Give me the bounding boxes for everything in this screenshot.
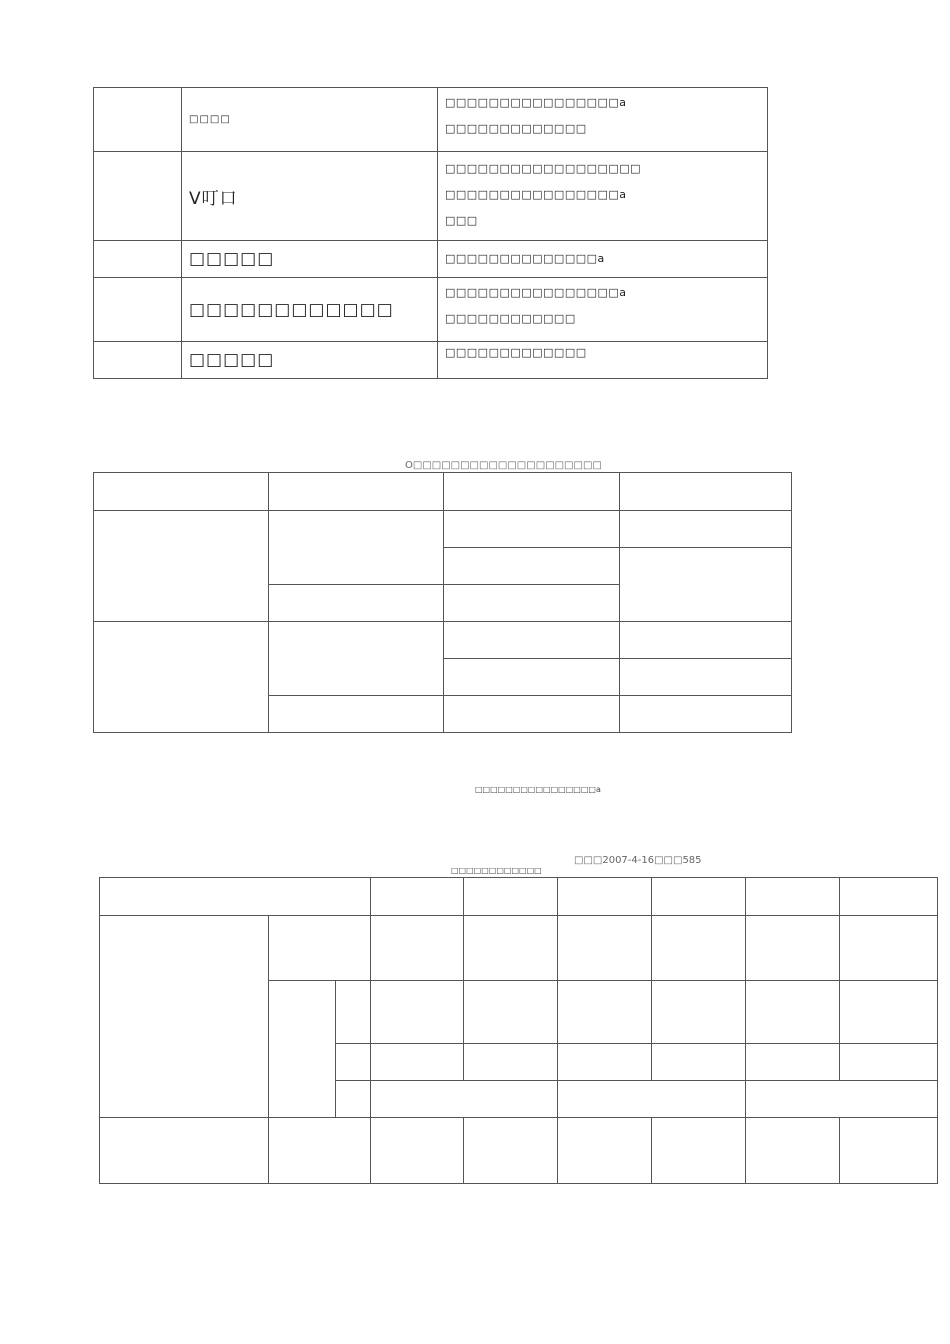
spec-table <box>93 87 768 379</box>
data-cell <box>620 659 792 696</box>
data-cell <box>652 981 746 1044</box>
header-cell <box>94 473 269 511</box>
row-label: □□□□ <box>182 88 438 152</box>
data-cell <box>444 511 620 548</box>
header-cell <box>269 473 444 511</box>
merged-cell <box>371 1081 558 1118</box>
data-cell <box>444 548 620 585</box>
description-line: □□□□□□□□□□□□□□□□a <box>445 286 627 299</box>
row-label: □□□□□ <box>182 342 438 379</box>
subgroup-cell <box>269 511 444 585</box>
data-cell <box>558 916 652 981</box>
note-text: □□□□□□□□□□□□□□□□a <box>475 785 601 794</box>
header-cell <box>558 878 652 916</box>
row-description <box>438 152 768 241</box>
header-cell <box>840 878 938 916</box>
sub-label-cell <box>336 1044 371 1081</box>
description-line: □□□□□□□□□□□□□ <box>445 122 587 135</box>
row-label: V叮口 <box>182 152 438 241</box>
data-cell <box>371 916 464 981</box>
data-cell <box>444 659 620 696</box>
data-cell <box>558 1118 652 1184</box>
description-line: □□□□□□□□□□□□□□□□□□ <box>445 162 642 175</box>
data-cell <box>840 1044 938 1081</box>
row-label: □□□□□□□□□□□□ <box>182 278 438 342</box>
data-cell <box>464 981 558 1044</box>
row-label: □□□□□ <box>182 241 438 278</box>
header-cell <box>746 878 840 916</box>
data-cell <box>371 1118 464 1184</box>
table-row <box>94 342 768 379</box>
data-cell <box>840 1118 938 1184</box>
sub-label-cell <box>336 1081 371 1118</box>
data-cell <box>444 585 620 622</box>
group-cell <box>94 622 269 733</box>
data-cell <box>444 622 620 659</box>
row-index-cell <box>94 241 182 278</box>
data-cell <box>652 1044 746 1081</box>
data-cell <box>840 916 938 981</box>
description-line: □□□ <box>445 214 478 227</box>
table-row <box>94 88 768 152</box>
header-cell <box>464 878 558 916</box>
header-cell <box>371 878 464 916</box>
group-cell <box>100 916 269 1118</box>
group-cell <box>100 1118 269 1184</box>
data-cell <box>746 1044 840 1081</box>
group-cell <box>94 511 269 622</box>
data-cell <box>444 696 620 733</box>
data-cell <box>371 981 464 1044</box>
data-cell <box>620 696 792 733</box>
table-row <box>94 278 768 342</box>
data-cell <box>620 511 792 548</box>
matrix-table <box>99 877 938 1184</box>
row-index-cell <box>94 342 182 379</box>
date-caption: □□□2007-4-16□□□585 <box>574 855 702 866</box>
merged-cell <box>558 1081 746 1118</box>
data-cell <box>652 1118 746 1184</box>
row-description <box>438 241 768 278</box>
data-cell <box>464 1118 558 1184</box>
subgroup-cell <box>269 981 336 1118</box>
data-cell <box>269 585 444 622</box>
table-row <box>94 152 768 241</box>
sub-label-cell <box>336 981 371 1044</box>
row-index-cell <box>94 152 182 241</box>
subgroup-cell <box>269 916 371 981</box>
subgroup-cell <box>269 1118 371 1184</box>
description-line: □□□□□□□□□□□□□ <box>445 346 587 359</box>
grid-table <box>93 472 792 733</box>
subgroup-cell <box>269 622 444 696</box>
row-description <box>438 342 768 379</box>
data-cell <box>558 1044 652 1081</box>
row-index-cell <box>94 88 182 152</box>
data-cell <box>746 981 840 1044</box>
row-description <box>438 88 768 152</box>
data-cell <box>558 981 652 1044</box>
table-row <box>94 511 792 548</box>
description-line: □□□□□□□□□□□□ <box>445 312 576 325</box>
table-row <box>94 473 792 511</box>
table-row <box>100 878 938 916</box>
table-row <box>100 916 938 981</box>
description-line: □□□□□□□□□□□□□□□□a <box>445 188 627 201</box>
table2-caption: O□□□□□□□□□□□□□□□□□□□□ <box>405 460 602 471</box>
merged-cell <box>746 1081 938 1118</box>
description-line: □□□□□□□□□□□□□□a <box>445 252 605 265</box>
header-cell <box>620 473 792 511</box>
data-cell <box>269 696 444 733</box>
row-description <box>438 278 768 342</box>
data-cell <box>620 548 792 622</box>
header-cell <box>100 878 371 916</box>
data-cell <box>840 981 938 1044</box>
data-cell <box>652 916 746 981</box>
data-cell <box>746 916 840 981</box>
table-row <box>94 622 792 659</box>
data-cell <box>620 622 792 659</box>
data-cell <box>371 1044 464 1081</box>
data-cell <box>464 1044 558 1081</box>
table-row <box>94 241 768 278</box>
data-cell <box>464 916 558 981</box>
table3-caption: □□□□□□□□□□□□ <box>451 866 542 875</box>
row-index-cell <box>94 278 182 342</box>
data-cell <box>746 1118 840 1184</box>
description-line: □□□□□□□□□□□□□□□□a <box>445 96 627 109</box>
header-cell <box>652 878 746 916</box>
table-row <box>100 1118 938 1184</box>
header-cell <box>444 473 620 511</box>
